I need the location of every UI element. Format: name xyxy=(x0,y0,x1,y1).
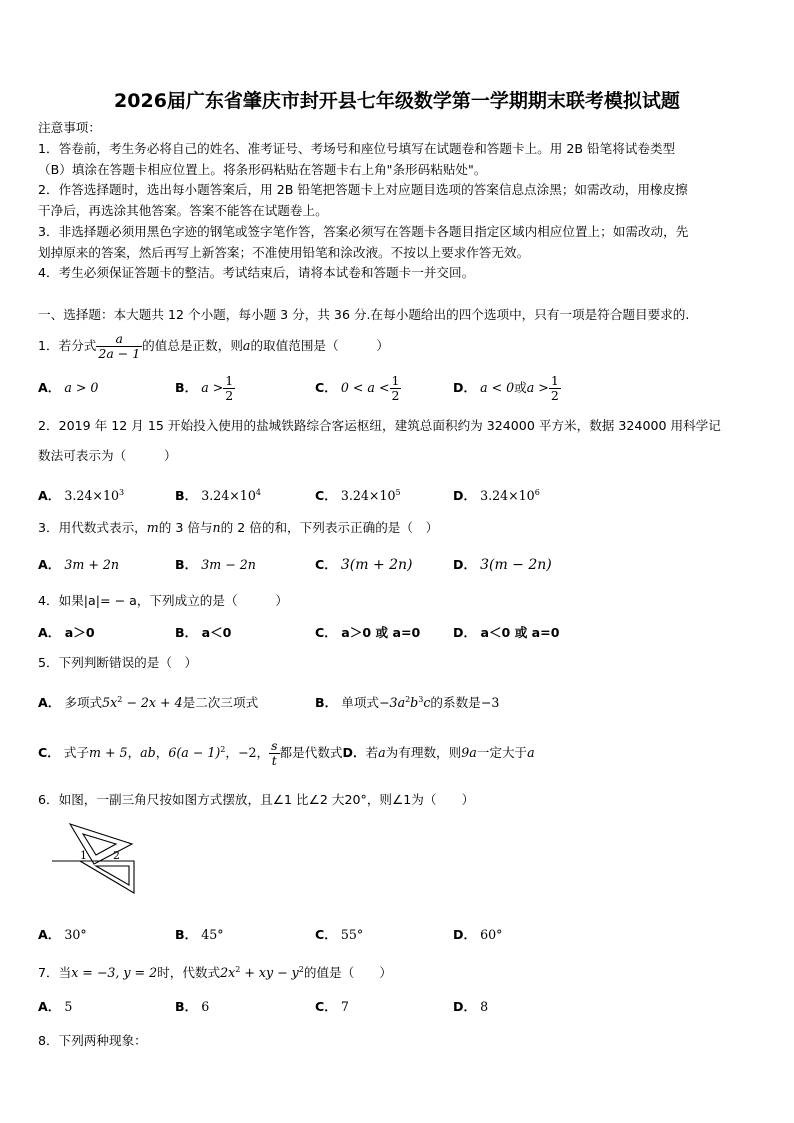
q5-option-b-label: B． xyxy=(315,695,338,710)
q1-option-a[interactable] xyxy=(38,373,98,403)
q1-option-c[interactable] xyxy=(315,373,401,403)
question-6-stem: 6．如图，一副三角尺按如图方式摆放，且∠1 比∠2 大20°，则∠1为（ ） xyxy=(38,792,475,807)
q5-option-c-e3: 6(a − 1) xyxy=(168,745,221,760)
q6-option-d-text: 60° xyxy=(480,927,503,942)
q6-option-c-label: C． xyxy=(315,927,337,942)
q2-option-a-exp: 3 xyxy=(118,488,125,497)
half-num: 1 xyxy=(391,373,400,388)
q5-option-a-expr2: − 2x + 4 xyxy=(122,695,183,710)
q6-option-a-label: A． xyxy=(38,927,61,942)
q3-option-a-text: 3m + 2n xyxy=(64,557,119,572)
note-3-line-1: 3．非选择题必须用黑色字迹的钢笔或签字笔作答，答案必须写在答题卡各题目指定区域内相应位置上；如需改动，先 xyxy=(38,224,689,239)
q3-option-d[interactable] xyxy=(453,557,552,573)
q2-option-a-label: A． xyxy=(38,488,61,503)
q3-text-mid2: 的 2 倍的和，下列表示正确的是（ ） xyxy=(220,520,439,535)
q3-option-c[interactable] xyxy=(315,557,413,573)
q1-b-half xyxy=(223,374,235,403)
q1-option-a-label: A． xyxy=(38,380,61,395)
q2-option-c-text: 3.24×10 xyxy=(340,488,396,503)
q4-option-c-text: a＞0 或 a=0 xyxy=(341,625,421,640)
q1-text-post: 的取值范围是（ ） xyxy=(250,338,389,353)
note-2-line-1: 2．作答选择题时，选出每小题答案后，用 2B 铅笔把答题卡上对应题目选项的答案信息点涂黑；如需改动，用橡皮擦 xyxy=(38,182,688,197)
question-2-line-2: 数法可表示为（ ） xyxy=(38,448,177,463)
q7-text-pre: 7．当 xyxy=(38,965,72,980)
notes-heading: 注意事项： xyxy=(38,120,101,135)
note-4: 4．考生必须保证答题卡的整洁。考试结束后，请将本试卷和答题卡一并交回。 xyxy=(38,265,475,280)
half-den: 2 xyxy=(225,388,234,403)
q6-option-a-text: 30° xyxy=(64,927,87,942)
q5-option-c-post: 都是代数式 xyxy=(279,745,343,760)
question-1-stem xyxy=(38,331,389,361)
q5-option-d-pre: 若 xyxy=(365,745,379,760)
q7-expr1: 2x xyxy=(220,965,236,980)
question-7-stem xyxy=(38,962,392,981)
half-den: 2 xyxy=(550,388,559,403)
q3-option-c-text: 3(m + 2n) xyxy=(340,557,413,573)
q1-d-half xyxy=(549,374,561,403)
q1-frac-num: a xyxy=(96,332,142,347)
lower-triangle-inner xyxy=(96,866,129,885)
q5-option-a-pre: 多项式 xyxy=(64,695,103,710)
question-3-stem xyxy=(38,520,438,536)
half-den: 2 xyxy=(391,388,400,403)
q5-option-b[interactable] xyxy=(315,692,499,711)
q2-option-d-text: 3.24×10 xyxy=(480,488,535,503)
q1-var: a xyxy=(242,338,251,353)
note-1-line-2: （B）填涂在答题卡相应位置上。将条形码粘贴在答题卡右上角"条形码粘贴处"。 xyxy=(38,162,487,177)
q7-option-c-label: C． xyxy=(315,999,337,1014)
q5-option-b-sup1: 2 xyxy=(405,695,411,704)
q5-option-b-expr1: −3a xyxy=(379,695,406,710)
q7-option-d-text: 8 xyxy=(480,999,489,1014)
section-heading: 一、选择题：本大题共 12 个小题，每小题 3 分，共 36 分.在每小题给出的四个选项中，只有一项是符合题目要求的. xyxy=(38,307,690,322)
q1-option-d-label: D． xyxy=(453,380,477,395)
q5-option-c-e2: ab xyxy=(140,745,156,760)
q5-option-d[interactable] xyxy=(343,745,535,760)
q7-text-mid: 时，代数式 xyxy=(157,965,221,980)
q5-option-a[interactable] xyxy=(38,692,258,711)
q1-option-d[interactable] xyxy=(453,373,561,403)
q5-option-b-sup2: 3 xyxy=(418,695,424,704)
q5-option-d-mid: 为有理数，则 xyxy=(385,745,462,760)
q1-option-b-text: a > xyxy=(201,380,224,395)
q6-option-b-label: B． xyxy=(175,927,198,942)
q2-option-a[interactable] xyxy=(38,485,124,504)
q1-frac-den: 2a − 1 xyxy=(98,346,141,361)
note-2-line-2: 干净后，再选涂其他答案。答案不能答在试题卷上。 xyxy=(38,203,328,218)
q5-option-b-pre: 单项式 xyxy=(341,695,379,710)
triangle-rulers-figure xyxy=(50,818,140,900)
q3-option-d-label: D． xyxy=(453,557,477,572)
q2-option-c[interactable] xyxy=(315,485,401,504)
q3-option-a-label: A． xyxy=(38,557,61,572)
q1-text-mid: 的值总是正数，则 xyxy=(142,338,243,353)
q2-option-c-label: C． xyxy=(315,488,337,503)
q6-option-c[interactable] xyxy=(315,927,363,943)
q3-var-n: n xyxy=(212,520,221,535)
q1-option-c-label: C． xyxy=(315,380,337,395)
q3-option-a[interactable] xyxy=(38,557,119,573)
q7-option-a-label: A． xyxy=(38,999,61,1014)
q5-option-a-label: A． xyxy=(38,695,61,710)
q6-option-d-label: D． xyxy=(453,927,477,942)
q7-option-c-text: 7 xyxy=(340,999,349,1014)
q1-text-pre: 1．若分式 xyxy=(38,338,97,353)
q1-option-d-or: 或 xyxy=(514,380,527,395)
q5-option-c-d-line xyxy=(38,735,535,768)
q3-option-b-label: B． xyxy=(175,557,198,572)
q5-option-b-post: 的系数是 xyxy=(430,695,481,710)
q7-option-c[interactable] xyxy=(315,999,349,1015)
question-5-stem: 5．下列判断错误的是（ ） xyxy=(38,655,198,670)
q3-text-pre: 3．用代数式表示， xyxy=(38,520,147,535)
q7-condition: x = −3, y = 2 xyxy=(71,965,158,980)
q5-option-c-frac xyxy=(269,739,279,768)
q2-option-d[interactable] xyxy=(453,485,540,504)
q4-option-c-label: C． xyxy=(315,625,337,640)
q4-option-a[interactable] xyxy=(38,625,95,641)
question-2-line-1: 2．2019 年 12 月 15 开始投入使用的盐城铁路综合客运枢纽，建筑总面积约为 324000 平方米，数据 324000 用科学记 xyxy=(38,418,721,433)
q5-option-c-e4: −2 xyxy=(237,745,257,760)
q4-option-d[interactable] xyxy=(453,625,559,641)
q4-option-b[interactable] xyxy=(175,625,231,641)
q7-option-b-label: B． xyxy=(175,999,198,1014)
question-8-stem: 8．下列两种现象： xyxy=(38,1033,147,1048)
q2-option-c-exp: 5 xyxy=(395,488,401,497)
q7-text-post: 的值是（ ） xyxy=(303,965,393,980)
q1-option-b-label: B． xyxy=(175,380,198,395)
q1-c-half xyxy=(390,374,402,403)
q3-option-b-text: 3m − 2n xyxy=(201,557,256,572)
q5-option-c-pre: 式子 xyxy=(63,745,90,760)
q7-option-b[interactable] xyxy=(175,999,209,1015)
q1-fraction xyxy=(96,332,142,361)
q3-option-d-text: 3(m − 2n) xyxy=(480,557,552,573)
angle-1-label: 1 xyxy=(80,849,87,862)
q7-sup2: 2 xyxy=(298,965,304,974)
q1-option-b[interactable] xyxy=(175,373,235,403)
q5-option-d-label: D． xyxy=(342,745,366,760)
angle-2-label: 2 xyxy=(113,849,120,862)
note-3-line-2: 划掉原来的答案，然后再写上新答案；不准使用铅笔和涂改液。不按以上要求作答无效。 xyxy=(38,245,530,260)
q7-sup1: 2 xyxy=(235,965,241,974)
page-title: 2026届广东省肇庆市封开县七年级数学第一学期期末联考模拟试题 xyxy=(114,90,680,112)
q5-option-a-expr1: 5x xyxy=(102,695,118,710)
q4-option-a-text: a＞0 xyxy=(64,625,95,640)
q2-option-b-text: 3.24×10 xyxy=(201,488,256,503)
q4-option-d-label: D． xyxy=(453,625,477,640)
half-num: 1 xyxy=(225,373,234,388)
q1-option-d-part2: a > xyxy=(526,380,549,395)
q5-option-d-post: 一定大于 xyxy=(476,745,528,760)
q5-option-d-var2: a xyxy=(527,745,535,760)
q4-option-c[interactable] xyxy=(315,625,420,641)
q2-option-b[interactable] xyxy=(175,485,261,504)
q7-option-a-text: 5 xyxy=(64,999,73,1014)
q2-option-b-exp: 4 xyxy=(255,488,261,497)
half-num: 1 xyxy=(550,373,559,388)
q5-option-d-var: a xyxy=(378,745,386,760)
q4-option-d-text: a＜0 或 a=0 xyxy=(480,625,560,640)
q5-frac-den: t xyxy=(271,753,277,768)
q4-option-b-text: a＜0 xyxy=(201,625,232,640)
q5-option-c-e1: m + 5 xyxy=(89,745,128,760)
q2-option-d-label: D． xyxy=(453,488,477,503)
note-1-line-1: 1．答卷前，考生务必将自己的姓名、准考证号、考场号和座位号填写在试题卷和答题卡上。用 2B 铅笔将试卷类型 xyxy=(38,141,676,156)
q5-option-a-post: 是二次三项式 xyxy=(182,695,259,710)
q2-option-a-text: 3.24×10 xyxy=(64,488,119,503)
q5-option-b-expr2: b xyxy=(410,695,419,710)
q7-option-d-label: D． xyxy=(453,999,477,1014)
q2-option-b-label: B． xyxy=(175,488,198,503)
q5-option-d-expr: 9a xyxy=(461,745,477,760)
q6-option-a[interactable] xyxy=(38,927,87,943)
q6-option-d[interactable] xyxy=(453,927,502,943)
q5-option-c-label: C． xyxy=(38,745,60,760)
q5-option-a-sup: 2 xyxy=(117,695,123,704)
q7-expr2: + xy − y xyxy=(240,965,299,980)
q4-option-b-label: B． xyxy=(175,625,198,640)
q7-option-b-text: 6 xyxy=(201,999,210,1014)
q5-frac-num: s xyxy=(271,738,278,753)
q7-option-d[interactable] xyxy=(453,999,488,1015)
q6-option-b[interactable] xyxy=(175,927,224,943)
q5-option-b-val: −3 xyxy=(480,695,500,710)
q5-option-b-expr3: c xyxy=(423,695,431,710)
q6-option-b-text: 45° xyxy=(201,927,224,942)
q3-var-m: m xyxy=(146,520,159,535)
q1-option-d-part1: a < 0 xyxy=(480,380,515,395)
q3-option-c-label: C． xyxy=(315,557,337,572)
question-4-stem: 4．如果|a|= − a，下列成立的是（ ） xyxy=(38,593,288,608)
q3-option-b[interactable] xyxy=(175,557,256,573)
q4-option-a-label: A． xyxy=(38,625,61,640)
q5-option-c[interactable]: C． 式子m + 5，ab，$6(a - 1)^2$，−2， $\frac{s}{t}$ 都是代数式 xyxy=(38,738,343,768)
q7-option-a[interactable] xyxy=(38,999,72,1015)
q1-option-c-text: 0 < a < xyxy=(340,380,390,395)
q2-option-d-exp: 6 xyxy=(534,488,540,497)
q5-option-c-sup: 2 xyxy=(220,745,226,754)
q6-option-c-text: 55° xyxy=(340,927,364,942)
q3-text-mid1: 的 3 倍与 xyxy=(158,520,213,535)
q1-option-a-text: a > 0 xyxy=(64,380,99,395)
